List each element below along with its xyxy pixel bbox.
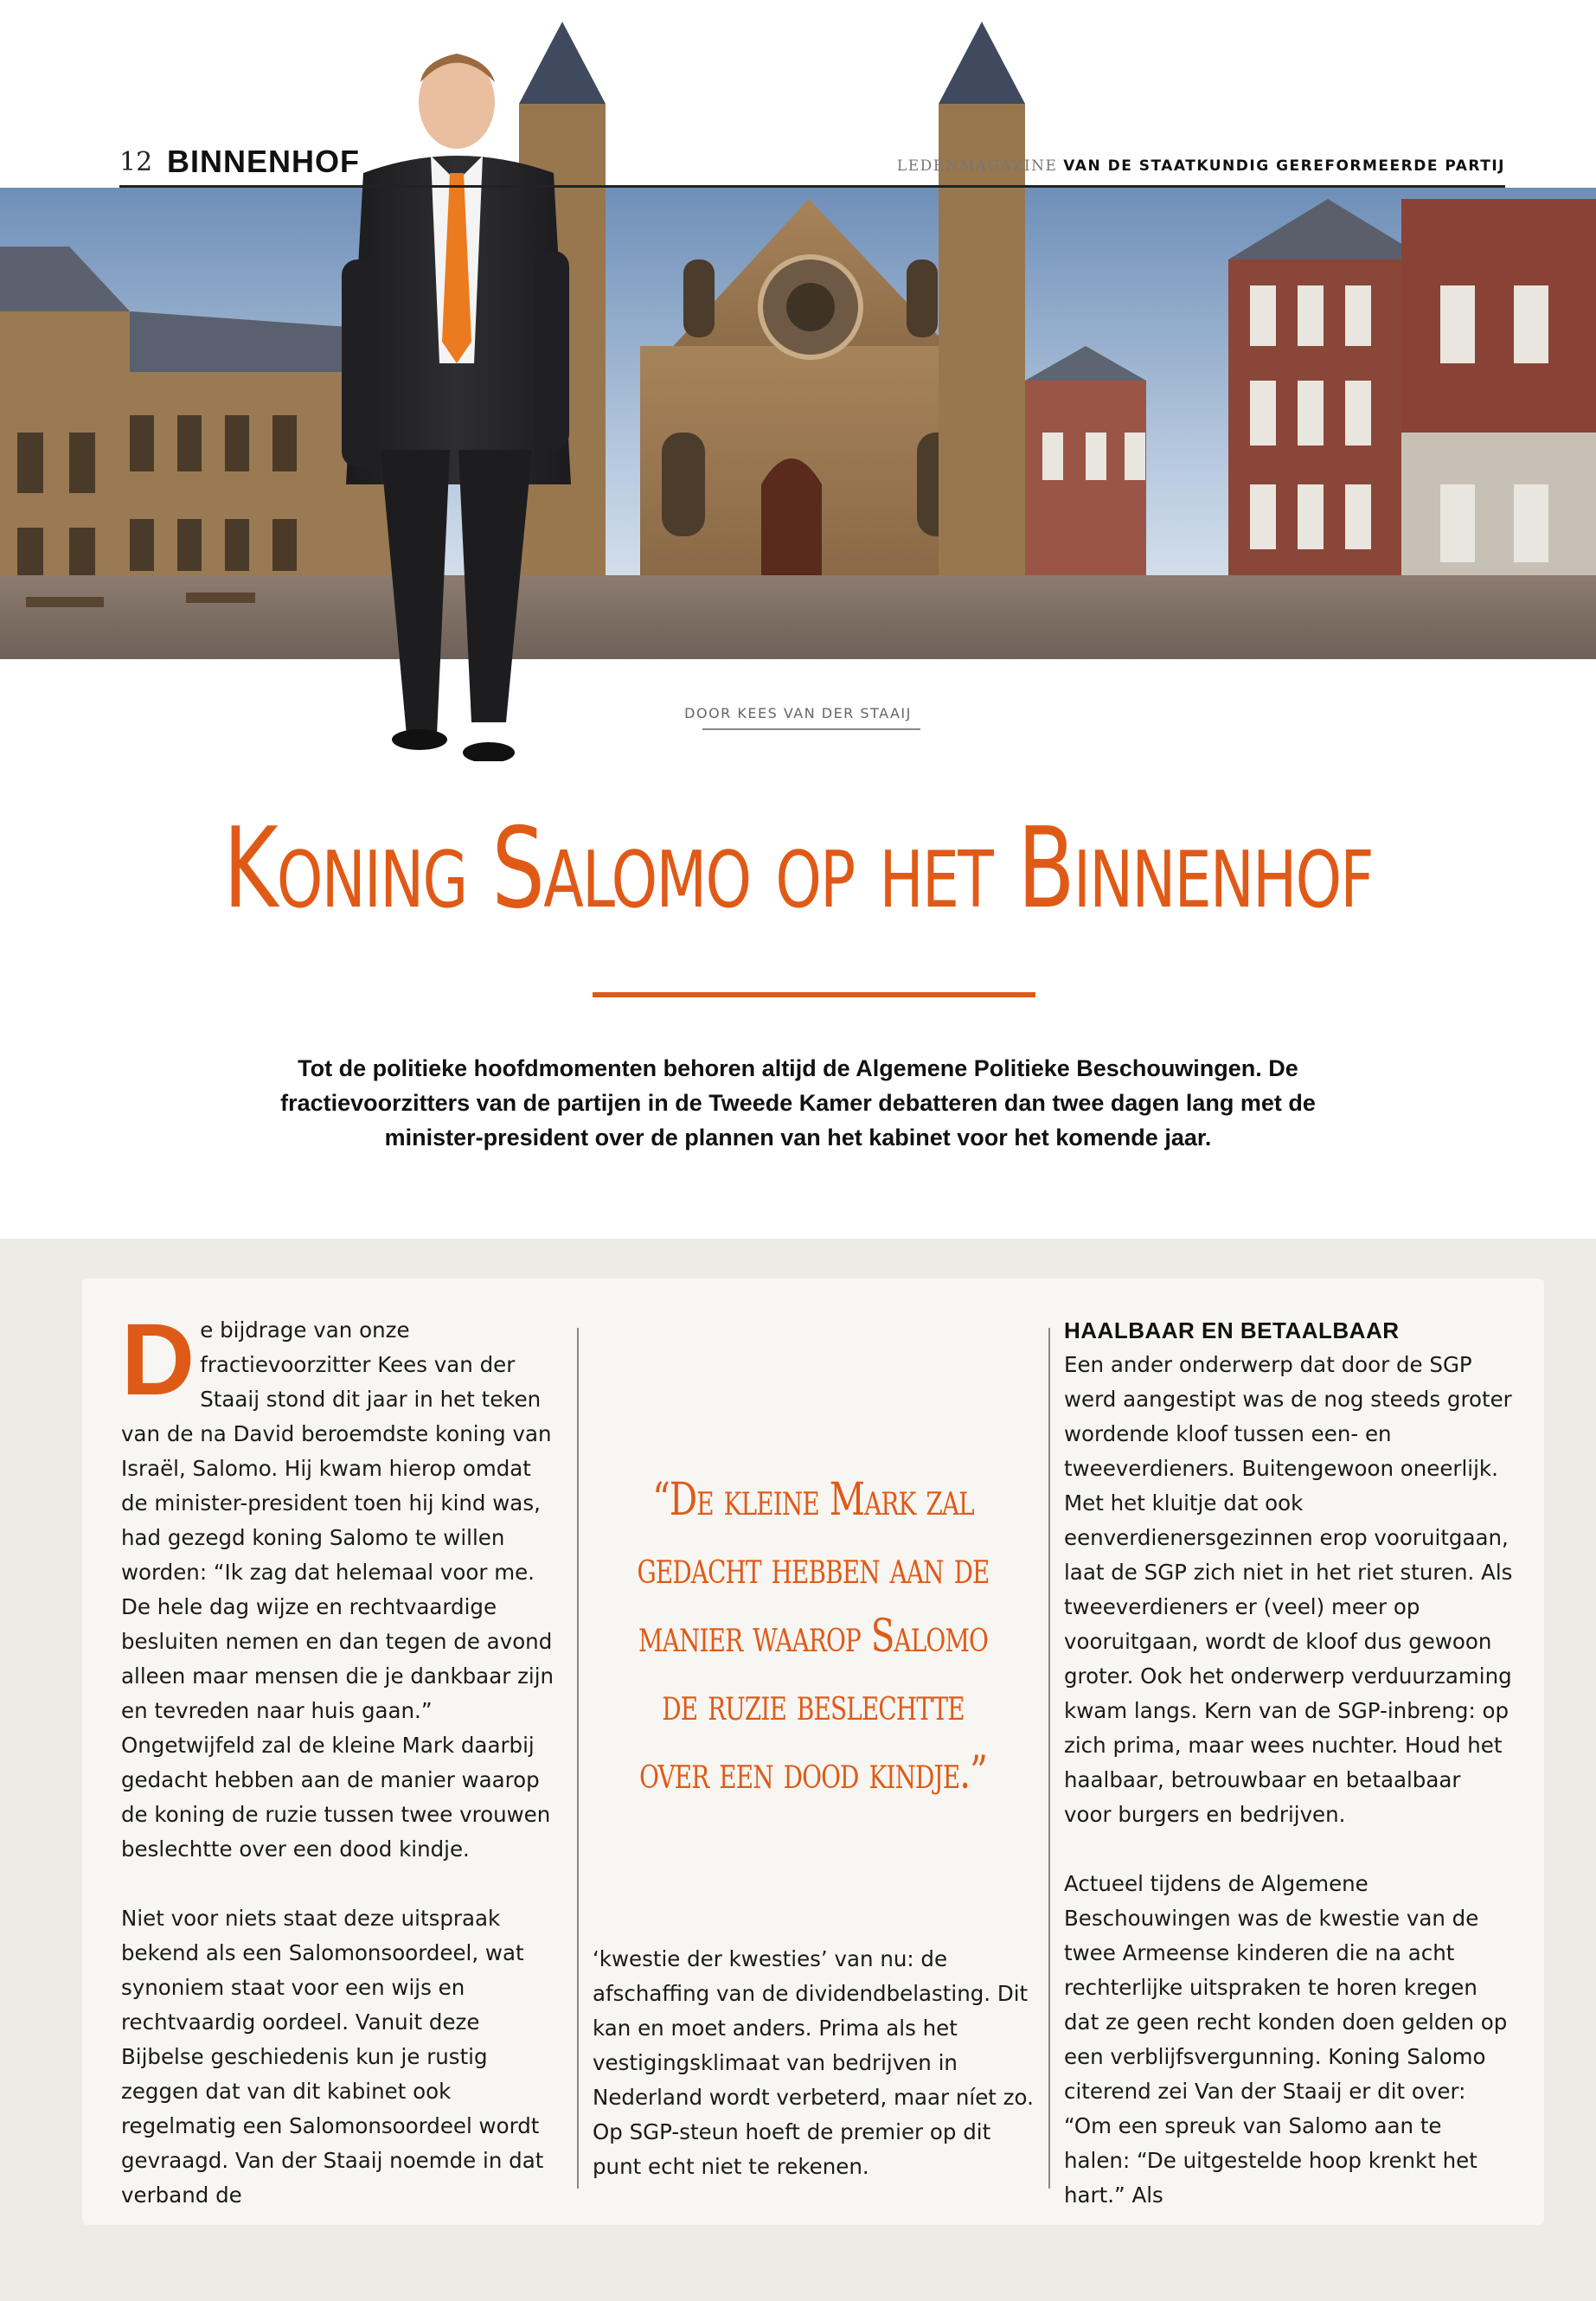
column-divider-1 (577, 1328, 579, 2189)
col3-paragraph-1: Een ander onderwerp dat door de SGP werd aangestipt was de nog steeds groter wordende kloof tussen een- en tweeverdieners. Buitengewoon oneerlijk. Met het kluitje dat ook eenverdienersgezinnen erop vooruitgaan, laat de SGP zich niet in het riet sturen. Als tweeverdieners er (veel) meer op vooruitgaan, wordt de kloof dus gewoon groter. Ook het onderwerp verduurzaming kwam langs. Kern van de SGP-inbreng: op zich prima, maar wees nuchter. Houd het haalbaar, betrouwbaar en betaalbaar voor burgers en bedrijven. (1064, 1352, 1513, 1827)
page-number: 12 (119, 147, 153, 177)
lead-paragraph: Tot de politieke hoofdmomenten behoren altijd de Algemene Politieke Beschouwingen. De fractievoorzitters van de partijen in de Tweede Kamer debatteren dan twee dagen lang met de minister-president over de plannen van het kabinet voor het komende jaar. (280, 1055, 1316, 1150)
pull-quote: “De kleine Mark zal gedacht hebben aan de manier waarop Salomo de ruzie beslechtte over een dood kindje.” (637, 1474, 990, 1799)
column-divider-2 (1048, 1328, 1050, 2189)
column-3 (1064, 1313, 1514, 2213)
article-title: Koning Salomo op het Binnenhof (223, 804, 1373, 933)
col3-paragraph-2: Actueel tijdens de Algemene Beschouwingen was de kwestie van de twee Armeense kinderen die na acht rechterlijke uitspraken te horen kregen dat ze geen recht konden doen gelden op een verblijfsvergunning. Koning Salomo citerend zei Van der Staaij er dit over: “Om een spreuk van Salomo aan te halen: “De uitgestelde hoop krenkt het hart.” Als (1064, 1871, 1508, 2208)
magazine-title-light: LEDENMAGAZINE (896, 157, 1058, 175)
title-underline (593, 992, 1035, 997)
col1-paragraph-1-text: e bijdrage van onze fractievoorzitter Kees van der Staaij stond dit jaar in het teken van de na David beroemdste koning van Israël, Salomo. Hij kwam hierop omdat de minister-president toen hij kind was, had gezegd koning Salomo te willen worden: “Ik zag dat helemaal voor me. De hele dag wijze en rechtvaardige besluiten nemen en dan tegen de avond alleen maar mensen die je dankbaar zijn en tevreden naar huis gaan.” Ongetwijfeld zal de kleine Mark daarbij gedacht hebben aan de manier waarop de koning de ruzie tussen twee vrouwen beslechtte over een dood kindje. (121, 1317, 554, 1862)
byline-underline (702, 728, 920, 730)
column-1 (121, 1303, 562, 2213)
col1-paragraph-1 (121, 1303, 562, 1867)
section-subheading: HAALBAAR EN BETAALBAAR (1064, 1317, 1400, 1343)
byline: DOOR KEES VAN DER STAAIJ (684, 705, 912, 721)
col2-paragraph-1: ‘kwestie der kwesties’ van nu: de afschaffing van de dividendbelasting. Dit kan en moet anders. Prima als het vestigingsklimaat van bedrijven in Nederland wordt verbeterd, maar níet zo. Op SGP-steun hoeft de premier op dit punt echt niet te rekenen. (593, 1946, 1034, 2179)
drop-cap: D (121, 1303, 195, 1417)
column-2 (593, 1942, 1034, 2184)
section-title: BINNENHOF (167, 144, 360, 179)
magazine-title (897, 157, 1505, 175)
col1-paragraph-2: Niet voor niets staat deze uitspraak bekend als een Salomonsoordeel, wat synoniem staat voor een wijs en rechtvaardig oordeel. Vanuit deze Bijbelse geschiedenis kun je rustig zeggen dat van dit kabinet ook regelmatig een Salomonsoordeel wordt gevraagd. Van der Staaij noemde in dat verband de (121, 1906, 544, 2208)
magazine-title-bold: VAN DE STAATKUNDIG GEREFORMEERDE PARTIJ (1063, 157, 1505, 175)
header-divider (119, 185, 1505, 188)
